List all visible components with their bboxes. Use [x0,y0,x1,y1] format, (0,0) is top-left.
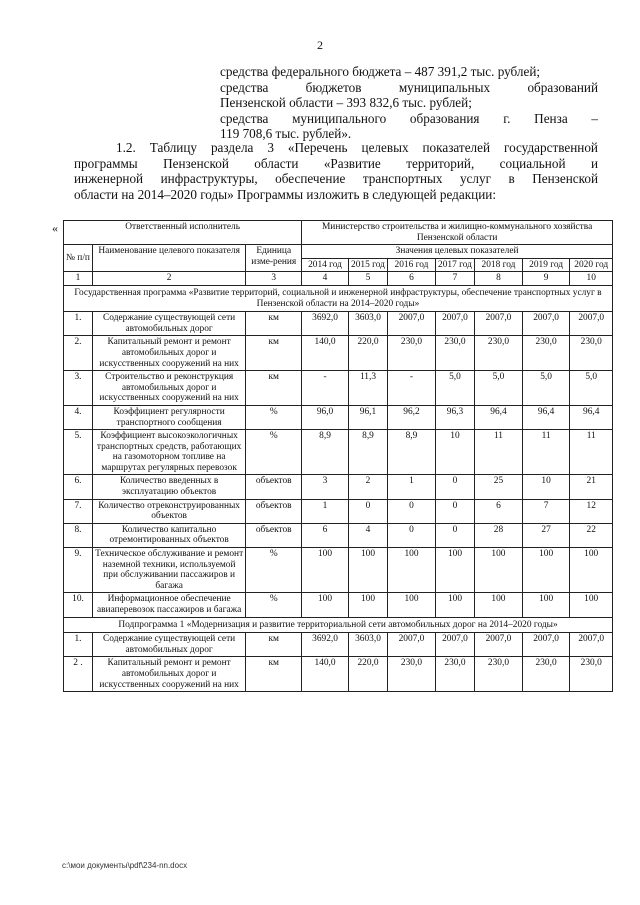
section-subprogram-1-row [64,617,613,633]
value-cell: 100 [435,593,474,617]
value-cell: 2007,0 [570,633,613,657]
value-cell: 11 [522,430,570,475]
indicator-name: Содержание существующей сети автомобильных дорог [92,633,245,657]
value-cell: 2007,0 [570,312,613,336]
row-number: 1. [64,633,93,657]
value-cell: 96,2 [388,405,436,429]
value-cell: 0 [388,523,436,547]
table-row [64,548,613,593]
header-num: № п/п [64,245,93,272]
row-number: 3. [64,371,93,406]
header-row [64,245,613,259]
value-cell: 100 [570,593,613,617]
indicator-name: Капитальный ремонт и ремонт автомобильных дорог и искусственных сооружений на них [92,336,245,371]
opening-quote: « [52,221,58,235]
value-cell: 96,1 [348,405,387,429]
value-cell: 100 [302,548,349,593]
value-cell: 5,0 [522,371,570,406]
value-cell: 2007,0 [475,633,523,657]
value-cell: 3603,0 [348,312,387,336]
value-cell: 27 [522,523,570,547]
col-number: 4 [302,272,349,286]
value-cell: 2007,0 [435,312,474,336]
value-cell: 1 [388,475,436,499]
value-cell: 7 [522,499,570,523]
value-cell: 25 [475,475,523,499]
value-cell: 230,0 [435,657,474,692]
value-cell: 6 [475,499,523,523]
value-cell: 100 [435,548,474,593]
year-cell: 2018 год [475,258,523,272]
value-cell: 11 [475,430,523,475]
responsible-row [64,221,613,245]
indicator-name: Техническое обслуживание и ремонт наземной техники, используемой при обслуживании пассажиров и багажа [92,548,245,593]
value-cell: 100 [522,593,570,617]
table-body [64,221,613,692]
value-cell: 2 [348,475,387,499]
value-cell: 96,4 [522,405,570,429]
value-cell: 3603,0 [348,633,387,657]
value-cell: 10 [522,475,570,499]
row-number: 4. [64,405,93,429]
table-row [64,430,613,475]
value-cell: 230,0 [388,336,436,371]
unit: объектов [246,523,302,547]
row-number: 9. [64,548,93,593]
row-number: 5. [64,430,93,475]
indicator-name: Количество отреконструированных объектов [92,499,245,523]
value-cell: 3692,0 [302,312,349,336]
value-cell: 230,0 [475,336,523,371]
unit: % [246,593,302,617]
intro-line: области на 2014–2020 годы» Программы изложить в следующей редакции: [74,186,496,202]
indicator-name: Содержание существующей сети автомобильных дорог [92,312,245,336]
value-cell: 28 [475,523,523,547]
unit: км [246,633,302,657]
header-unit: Единица изме-рения [246,245,302,272]
value-cell: 2007,0 [435,633,474,657]
table-row [64,593,613,617]
value-cell: 22 [570,523,613,547]
value-cell: 11 [570,430,613,475]
unit: % [246,405,302,429]
value-cell: 0 [435,499,474,523]
value-cell: 96,0 [302,405,349,429]
value-cell: 8,9 [348,430,387,475]
value-cell: 230,0 [435,336,474,371]
value-cell: 140,0 [302,336,349,371]
row-number: 10. [64,593,93,617]
value-cell: 2007,0 [522,633,570,657]
table-row [64,475,613,499]
value-cell: 220,0 [348,657,387,692]
unit: км [246,371,302,406]
col-number: 8 [475,272,523,286]
col-number: 9 [522,272,570,286]
value-cell: 96,4 [570,405,613,429]
intro-line: инженерной инфраструктуры, обеспечение транспортных услуг в Пензенской [74,171,598,187]
value-cell: 230,0 [570,657,613,692]
value-cell: 140,0 [302,657,349,692]
value-cell: 230,0 [388,657,436,692]
value-cell: 5,0 [570,371,613,406]
indicator-name: Строительство и реконструкция автомобильных дорог и искусственных сооружений на них [92,371,245,406]
year-cell: 2019 год [522,258,570,272]
value-cell: 100 [388,593,436,617]
value-cell: 2007,0 [522,312,570,336]
year-cell: 2016 год [388,258,436,272]
row-number: 8. [64,523,93,547]
value-cell: 2007,0 [388,633,436,657]
value-cell: 100 [348,548,387,593]
year-cell: 2017 год [435,258,474,272]
row-number: 2. [64,336,93,371]
funds-line-federal: средства федерального бюджета – 487 391,2 тыс. рублей; [220,64,541,79]
table-row [64,371,613,406]
year-cell: 2020 год [570,258,613,272]
indicator-name: Количество введенных в эксплуатацию объектов [92,475,245,499]
intro-line: программы Пензенской области «Развитие территорий, социальной и [74,155,598,171]
value-cell: 100 [388,548,436,593]
value-cell: 3692,0 [302,633,349,657]
value-cell: 230,0 [570,336,613,371]
funds-line-municipal: средства бюджетов муниципальных образований [220,79,598,95]
value-cell: 100 [302,593,349,617]
col-number: 2 [92,272,245,286]
funds-line-penza-amount: 119 708,6 тыс. рублей». [220,126,352,142]
value-cell: 5,0 [475,371,523,406]
value-cell: 6 [302,523,349,547]
unit: объектов [246,475,302,499]
value-cell: 100 [475,593,523,617]
value-cell: 96,4 [475,405,523,429]
value-cell: 230,0 [522,657,570,692]
value-cell: 100 [475,548,523,593]
row-number: 1. [64,312,93,336]
responsible-value: Министерство строительства и жилищно-коммунального хозяйства Пензенской области [302,221,613,245]
unit: % [246,430,302,475]
value-cell: 8,9 [388,430,436,475]
value-cell: 2007,0 [475,312,523,336]
section-subprogram-1: Подпрограмма 1 «Модернизация и развитие территориальной сети автомобильных дорог на 2014–2020 годы» [64,617,613,633]
section-state-program-row [64,285,613,311]
col-number: 1 [64,272,93,286]
unit: км [246,336,302,371]
intro-line: 1.2. Таблицу раздела 3 «Перечень целевых показателей государственной [116,140,598,155]
column-numbers-row [64,272,613,286]
col-number: 6 [388,272,436,286]
footer-file-path: c:\мои документы\pdf\234-nn.docx [62,861,188,870]
year-cell: 2015 год [348,258,387,272]
value-cell: 2007,0 [388,312,436,336]
target-indicators-table [63,220,613,692]
value-cell: 10 [435,430,474,475]
col-number: 7 [435,272,474,286]
funding-block [220,64,598,142]
value-cell: - [388,371,436,406]
col-number: 5 [348,272,387,286]
unit: объектов [246,499,302,523]
value-cell: - [302,371,349,406]
col-number: 10 [570,272,613,286]
indicator-name: Коэффициент регулярности транспортного сообщения [92,405,245,429]
table-row [64,523,613,547]
indicator-name: Количество капитально отремонтированных объектов [92,523,245,547]
value-cell: 96,3 [435,405,474,429]
row-number: 7. [64,499,93,523]
value-cell: 3 [302,475,349,499]
value-cell: 220,0 [348,336,387,371]
indicator-name: Коэффициент высокоэкологичных транспортных средств, работающих на газомоторном топливе на маршрутах регулярных перевозок [92,430,245,475]
value-cell: 11,3 [348,371,387,406]
unit: км [246,657,302,692]
value-cell: 230,0 [522,336,570,371]
value-cell: 12 [570,499,613,523]
value-cell: 100 [522,548,570,593]
table-row [64,312,613,336]
value-cell: 1 [302,499,349,523]
page-number: 2 [317,38,323,52]
value-cell: 100 [348,593,387,617]
value-cell: 0 [435,523,474,547]
table-row [64,405,613,429]
value-cell: 8,9 [302,430,349,475]
intro-paragraph [74,140,598,202]
col-number: 3 [246,272,302,286]
unit: км [246,312,302,336]
value-cell: 21 [570,475,613,499]
funds-line-penza: средства муниципального образования г. Пенза – [220,110,598,126]
header-name: Наименование целевого показателя [92,245,245,272]
table-row [64,336,613,371]
indicator-name: Капитальный ремонт и ремонт автомобильных дорог и искусственных сооружений на них [92,657,245,692]
section-state-program: Государственная программа «Развитие территорий, социальной и инженерной инфраструктуры, обеспечение транспортных услуг в Пензенской области на 2014–2020 годы» [64,285,613,311]
row-number: 2 . [64,657,93,692]
header-values: Значения целевых показателей [302,245,613,259]
value-cell: 5,0 [435,371,474,406]
value-cell: 0 [348,499,387,523]
value-cell: 0 [388,499,436,523]
table-row [64,499,613,523]
year-cell: 2014 год [302,258,349,272]
row-number: 6. [64,475,93,499]
value-cell: 100 [570,548,613,593]
responsible-label: Ответственный исполнитель [64,221,302,245]
table-row [64,657,613,692]
value-cell: 4 [348,523,387,547]
indicator-name: Информационное обеспечение авиаперевозок пассажиров и багажа [92,593,245,617]
table-row [64,633,613,657]
value-cell: 230,0 [475,657,523,692]
funds-line-municipal-amount: Пензенской области – 393 832,6 тыс. рублей; [220,95,472,111]
value-cell: 0 [435,475,474,499]
unit: % [246,548,302,593]
